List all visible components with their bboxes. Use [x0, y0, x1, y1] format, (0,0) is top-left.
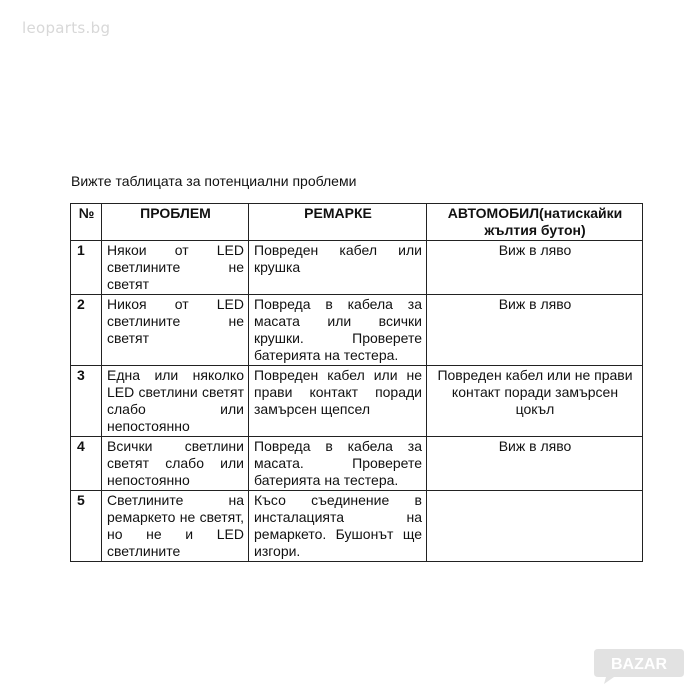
row-number: 5	[71, 491, 102, 562]
row-car	[427, 491, 643, 562]
table-row	[71, 366, 643, 437]
row-number: 1	[71, 241, 102, 295]
header-problem: ПРОБЛЕМ	[102, 204, 249, 241]
header-remarks: РЕМАРКЕ	[249, 204, 427, 241]
row-problem: Всички светлини светят слабо или непостоянно	[102, 437, 249, 491]
row-car: Повреден кабел или не прави контакт поради замърсен цокъл	[427, 366, 643, 437]
watermark-text: leoparts.bg	[22, 19, 111, 37]
table-caption: Вижте таблицата за потенциални проблеми	[71, 173, 357, 189]
table-row	[71, 295, 643, 366]
table-header-row	[71, 204, 643, 241]
bazar-logo	[590, 645, 686, 685]
row-car: Виж в ляво	[427, 241, 643, 295]
row-remarks: Късо съединение в инсталацията на ремаркето. Бушонът ще изгори.	[249, 491, 427, 562]
row-problem: Никоя от LED светлините не светят	[102, 295, 249, 366]
header-car: АВТОМОБИЛ(натискайки жълтия бутон)	[427, 204, 643, 241]
row-car: Виж в ляво	[427, 437, 643, 491]
row-problem: Светлините на ремаркето не светят, но не и LED светлините	[102, 491, 249, 562]
row-remarks: Повреда в кабела за масата. Проверете батерията на тестера.	[249, 437, 427, 491]
row-problem: Една или няколко LED светлини светят слабо или непостоянно	[102, 366, 249, 437]
row-number: 2	[71, 295, 102, 366]
row-number: 4	[71, 437, 102, 491]
logo-text: BAZAR	[611, 656, 667, 673]
row-car: Виж в ляво	[427, 295, 643, 366]
table-row	[71, 491, 643, 562]
row-number: 3	[71, 366, 102, 437]
row-remarks: Повреден кабел или не прави контакт поради замърсен щепсел	[249, 366, 427, 437]
troubleshooting-table	[70, 203, 643, 562]
header-number: №	[71, 204, 102, 241]
row-remarks: Повреда в кабела за масата или всички крушки. Проверете батерията на тестера.	[249, 295, 427, 366]
row-problem: Някои от LED светлините не светят	[102, 241, 249, 295]
row-remarks: Повреден кабел или крушка	[249, 241, 427, 295]
table-row	[71, 437, 643, 491]
table-row	[71, 241, 643, 295]
